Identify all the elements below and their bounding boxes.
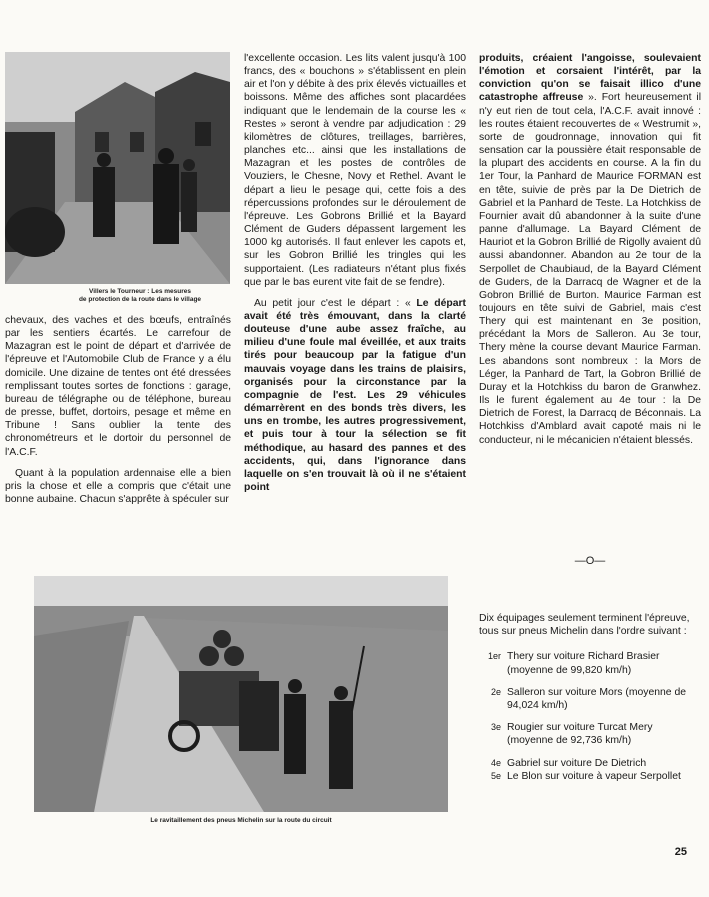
result-item — [479, 721, 701, 747]
section-separator: —O— — [574, 555, 606, 567]
quote-bold: produits, créaient l'angoisse, soulevaient l'émotion et corsaient l'intérêt, par la conviction qu'on se faisait illico d'une catastrophe affreuse — [479, 53, 701, 104]
results-section — [479, 612, 701, 792]
result-item — [479, 757, 701, 770]
paragraph: chevaux, des vaches et des bœufs, entraînés par les sentiers écartés. Le carrefour de Mazagran est le point de départ et d'arrivée de l'épreuve et l'Automobile Club de France y a élu domicile. Une dizaine de tentes ont été dressées remplissant toutes sortes de fonctions : garage, bureau de télégraphe ou de téléphone, bureau de presse, buffet, dortoirs, pesage et même en Tribune ! Sans oublier la tente des chronométreurs et le dortoir du personnel de l'A.C.F. — [5, 315, 231, 458]
result-text: Salleron sur voiture Mors (moyenne de 94,024 km/h) — [507, 686, 687, 712]
paragraph: Quant à la population ardennaise elle a bien pris la chose et elle a compris que c'était une bonne aubaine. Chacun s'apprête à spéculer sur — [5, 467, 231, 506]
village-photo — [5, 52, 230, 284]
quote-intro: Au petit jour c'est le départ : « — [254, 297, 417, 309]
tyre-supply-photo-caption: Le ravitaillement des pneus Michelin sur la route du circuit — [150, 817, 332, 824]
page-number: 25 — [674, 846, 687, 858]
result-rank: 1er — [487, 651, 501, 662]
paragraph — [479, 52, 701, 447]
result-rank: 5e — [490, 770, 501, 781]
result-item — [479, 770, 701, 783]
paragraph: l'excellente occasion. Les lits valent jusqu'à 100 francs, des « bouchons » s'établissent en plein air et l'on y débite à des prix élevés victuailles et boissons. Même des affiches sont placardées indiquant que le lendemain de la course les « Restes » seront à vendre par adjudication : 29 kilomètres de clôtures, treillages, barrières, planches etc... ainsi que les installations de Mazagran et les postes de contrôles de Vouziers, le Chesne, Novy et Rethel. Avant le départ a lieu le pesage qui, cette fois a des répercussions profondes sur le déroulement de l'épreuve. Les Gobrons Brillié et la Bayard Clément de Guders dépassent largement les 1000 kg autorisés. Il faut enlever les capots et, sur les Gobron Brillié les tringles qui les supportaient. (Les radiateurs n'étant plus fixés que par le bas eurent vite fait de se fendre). — [244, 53, 466, 288]
tyre-supply-photo — [34, 576, 448, 812]
result-text: Thery sur voiture Richard Brasier (moyenne de 99,820 km/h) — [507, 651, 660, 676]
column-1 — [5, 314, 231, 514]
result-rank: 3e — [490, 722, 501, 733]
results-intro: Dix équipages seulement terminent l'épreuve, tous sur pneus Michelin dans l'ordre suivant : — [479, 613, 690, 638]
result-item — [479, 650, 701, 676]
race-narrative: ». Fort heureusement il n'y eut rien de tout cela, l'A.C.F. avait innové : les routes étaient recouvertes de « Westrumit », sorte de goudronnage, innovation qui fit sensation car la poussière était responsable de la plupart des accidents en course. A la fin du 1er Tour, la Panhard de Maurice FORMAN est en tête, suivie de près par la De Dietrich de Gabriel et la Panhard de Teste. La Hotchkiss de Fournier avait dû abandonner à la suite d'une panne d'allumage. La Bayard Clément de Hauriot et la Gobron Brillié de Rigolly avaient dû aussi abandonner. Abandon au 2e tour de la Serpollet de Chaubiaud, de la Bayard Clément de Guders, de la Darracq de Wagner et de la Gobron Brillié de Burton. Maurice Farman est toujours en tête suivi de Gabriel, mais c'est Thery qui est maintenant en 3e position, précédant la Mors de Salleron. Au 3e tour, Thery mène la course devant Maurice Farman. Les abandons sont nombreux : la Mors de Léger, la Panhard de Tart, la Gobron Brillié de Duray et la Hotchkiss du baron de Granwhez. Ils le furent également au 4e tour : la De Dietrich de Forest, la Darracq de Béconnais. La Hotchkiss d'Amblard avait capoté mais ni le conducteur, ni le mécanicien n'étaient blessés. — [479, 92, 702, 446]
result-rank: 2e — [490, 686, 501, 697]
column-3 — [479, 52, 701, 455]
paragraph — [244, 297, 466, 494]
result-text: Le Blon sur voiture à vapeur Serpollet — [507, 770, 681, 782]
result-rank: 4e — [490, 757, 501, 768]
quote-bold: Le départ avait été très émouvant, dans la clarté douteuse d'une aube assez fraîche, au milieu d'une foule mal éveillée, et aux traits tirés pour beaucoup par la fatigue d'un mauvais voyage dans les trains de plaisirs, organisés pour la circonstance par la compagnie de l'est. Les 29 véhicules démarrèrent en des bonds très divers, les uns en trombe, les autres progressivement, et puis tour à tour la sélection se fit méthodique, au hasard des pannes et des accidents, qui, dans l'ignorance dans laquelle on s'en trouvait là où il ne s'étaient point — [244, 297, 466, 493]
column-2 — [244, 52, 466, 502]
result-text: Gabriel sur voiture De Dietrich — [507, 757, 647, 769]
village-photo-caption: Villers le Tourneur : Les mesures de protection de la route dans le village — [78, 288, 202, 303]
result-item — [479, 686, 701, 712]
result-text: Rougier sur voiture Turcat Mery (moyenne de 92,736 km/h) — [507, 722, 653, 747]
